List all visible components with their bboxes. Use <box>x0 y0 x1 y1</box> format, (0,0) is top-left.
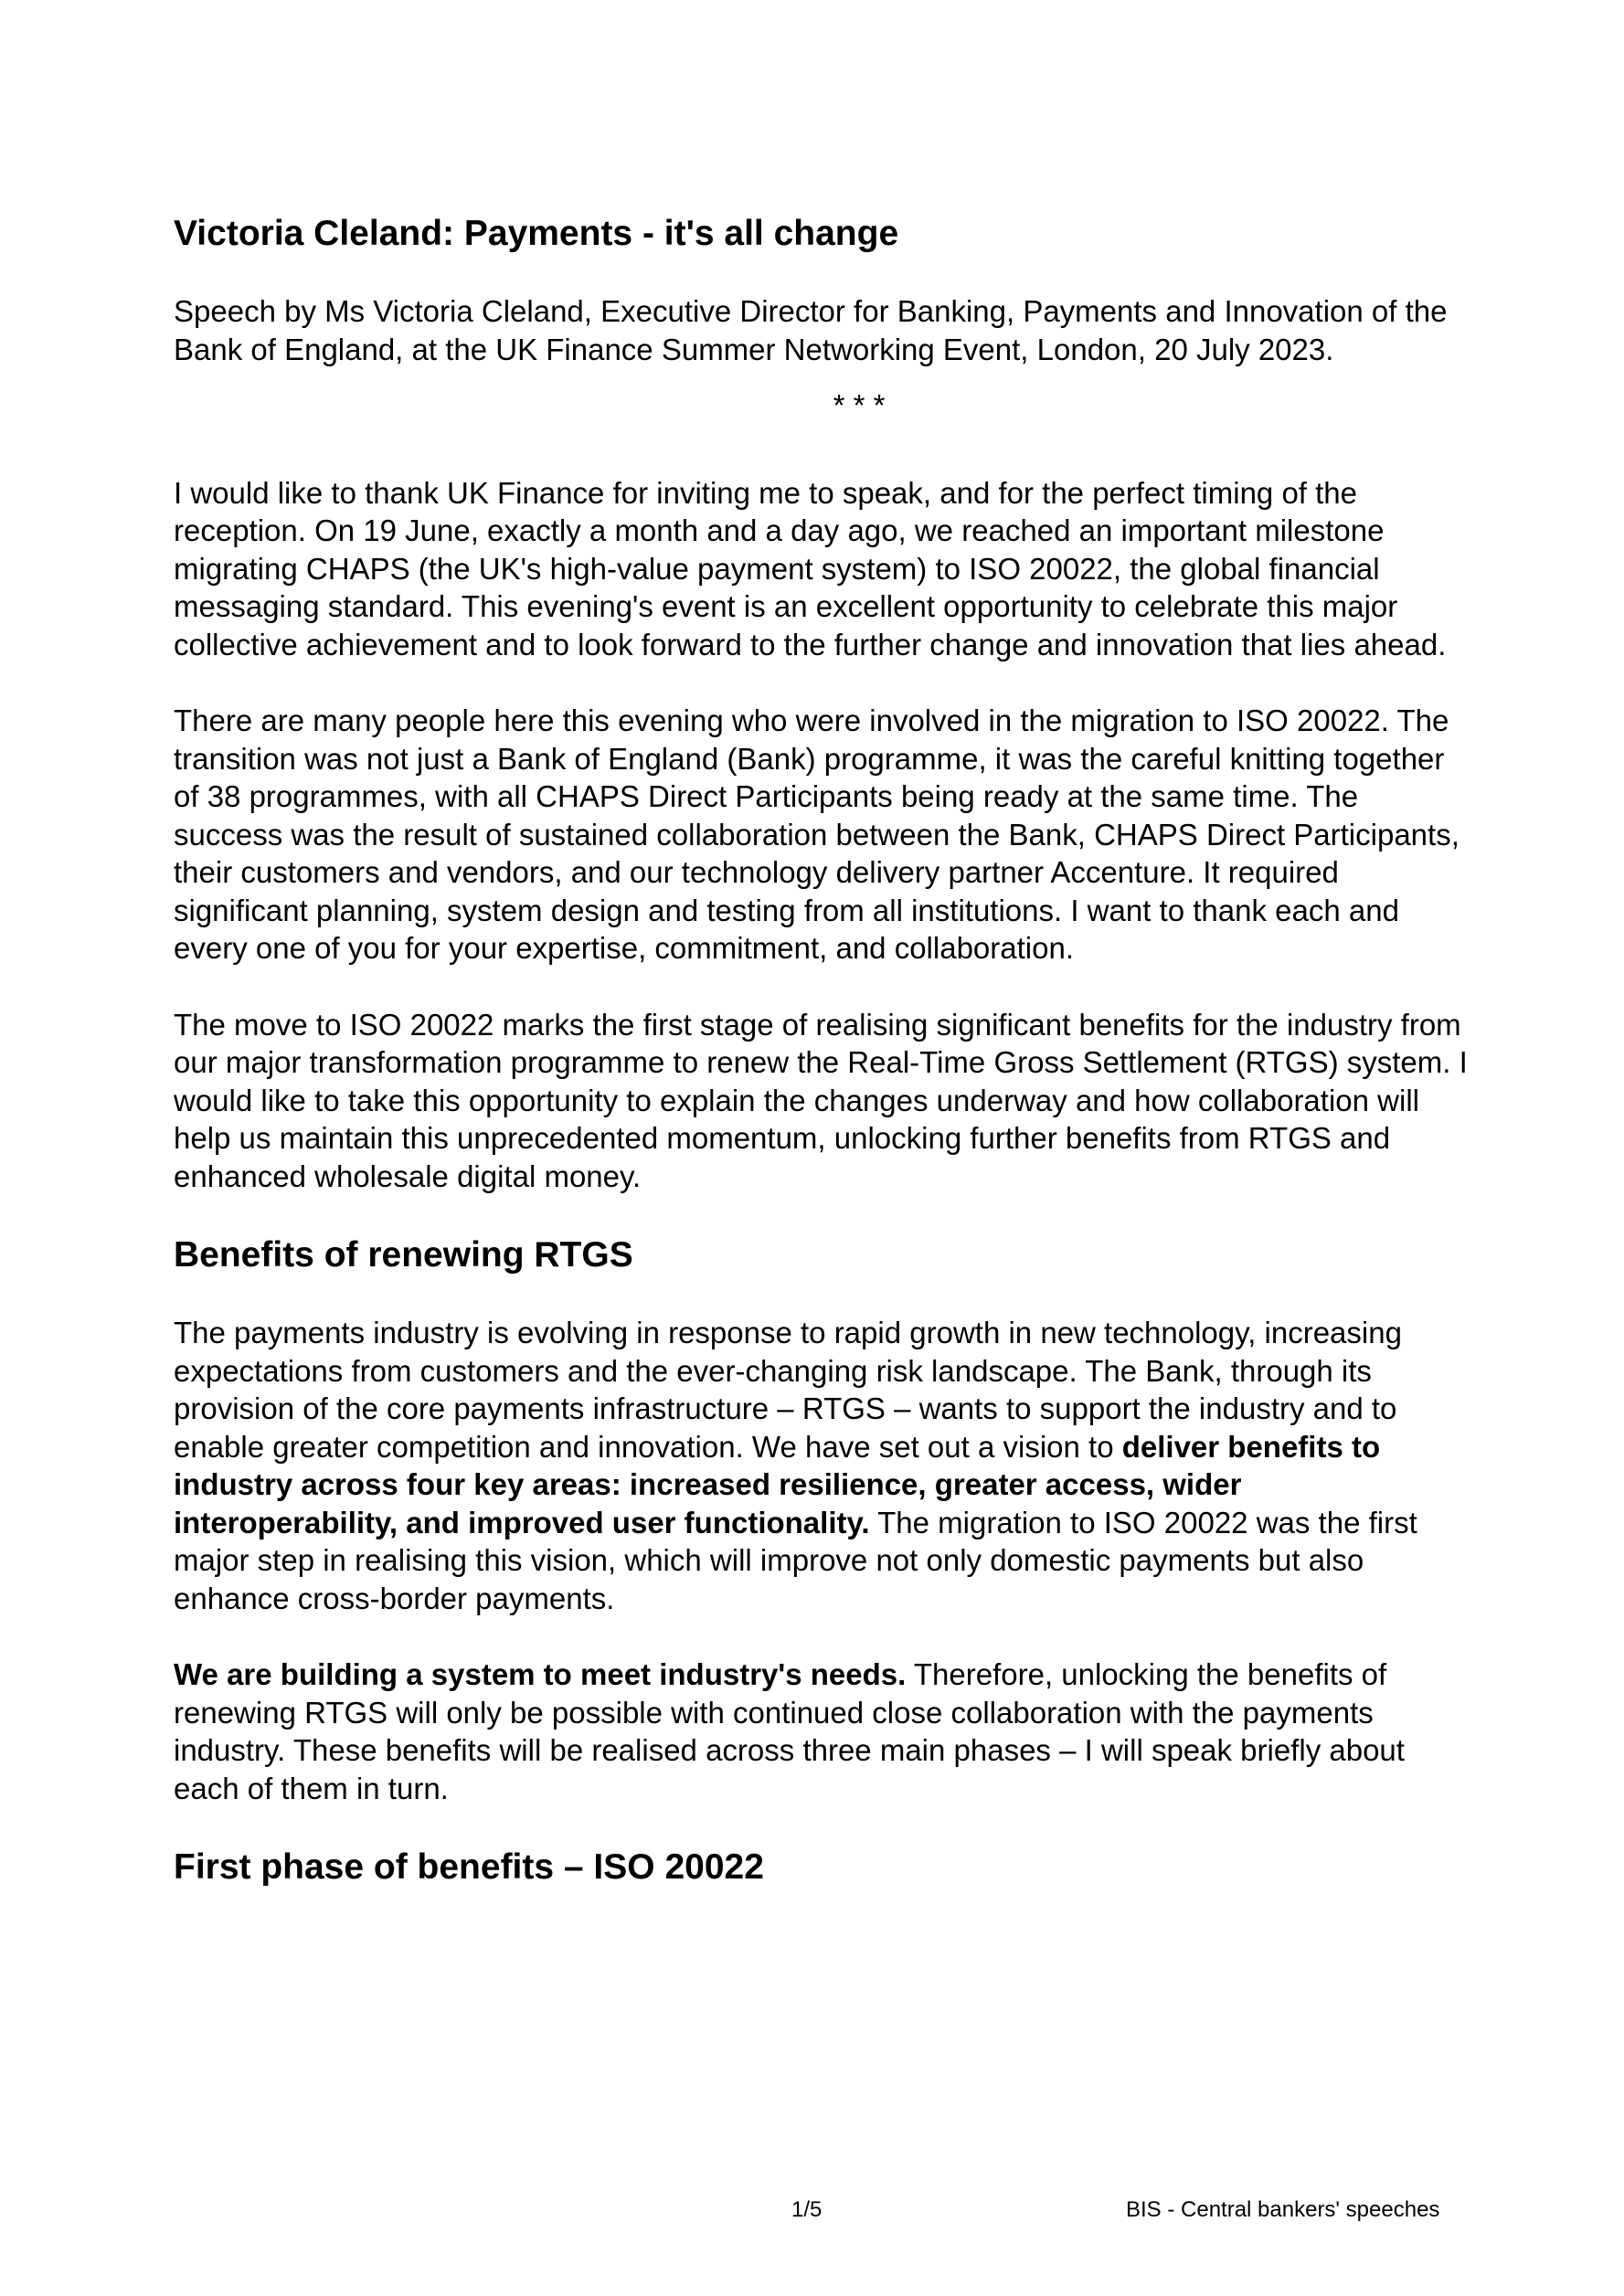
page-number: 1/5 <box>791 2197 823 2222</box>
paragraph-building-text: Therefore, unlocking the benefits of renewing RTGS will only be possible with continued close collaboration with the payments industry. These benefits will be realised across three main phases – I will speak briefly about each of them in turn. <box>174 1657 1405 1805</box>
separator: * * * <box>833 388 886 422</box>
section-heading-first-phase: First phase of benefits – ISO 20022 <box>174 1847 764 1887</box>
paragraph-benefits-emphasis: deliver benefits to industry across four key areas: increased resilience, greater access, wider interoperability, and improved user functionality. <box>174 1429 1381 1539</box>
footer-source: BIS - Central bankers' speeches <box>1126 2197 1440 2222</box>
paragraph-benefits <box>174 1314 1471 1617</box>
document-body <box>174 212 1471 1926</box>
paragraph-benefits-text: The payments industry is evolving in response to rapid growth in new technology, increasing expectations from customers and the ever-changing risk landscape. The Bank, through its provision of the core payments infrastructure – RTGS – wants to support the industry and to enable greater competition and innovation. We have set out a vision to <box>174 1316 1402 1464</box>
paragraph-rtgs: The move to ISO 20022 marks the first stage of realising significant benefits for the industry from our major transformation programme to renew the Real-Time Gross Settlement (RTGS) system. I would like to take this opportunity to explain the changes underway and how collaboration will help us maintain this unprecedented momentum, unlocking further benefits from RTGS and enhanced wholesale digital money. <box>174 1007 1468 1193</box>
section-heading-benefits: Benefits of renewing RTGS <box>174 1235 633 1275</box>
paragraph-benefits-tail: The migration to ISO 20022 was the first major step in realising this vision, which will improve not only domestic payments but also enhance cross-border payments. <box>174 1505 1417 1615</box>
paragraph-migration: There are many people here this evening who were involved in the migration to ISO 20022. The transition was not just a Bank of England (Bank) programme, it was the careful knitting together of 38 programmes, with all CHAPS Direct Participants being ready at the same time. The success was the result of sustained collaboration between the Bank, CHAPS Direct Participants, their customers and vendors, and our technology delivery partner Accenture. It required significant planning, system design and testing from all institutions. I want to thank each and every one of you for your expertise, commitment, and collaboration. <box>174 704 1459 965</box>
paragraph-building-emphasis: We are building a system to meet industry's needs. <box>174 1657 907 1691</box>
paragraph-building <box>174 1656 1471 1807</box>
document-title: Victoria Cleland: Payments - it's all change <box>174 214 899 253</box>
paragraph-intro: I would like to thank UK Finance for inviting me to speak, and for the perfect timing of the reception. On 19 June, exactly a month and a day ago, we reached an important milestone migrating CHAPS (the UK's high-value payment system) to ISO 20022, the global financial messaging standard. This evening's event is an excellent opportunity to celebrate this major collective achievement and to look forward to the further change and innovation that lies ahead. <box>174 475 1447 661</box>
speech-lead: Speech by Ms Victoria Cleland, Executive Director for Banking, Payments and Innovation of the Bank of England, at the UK Finance Summer Networking Event, London, 20 July 2023. <box>174 294 1448 366</box>
